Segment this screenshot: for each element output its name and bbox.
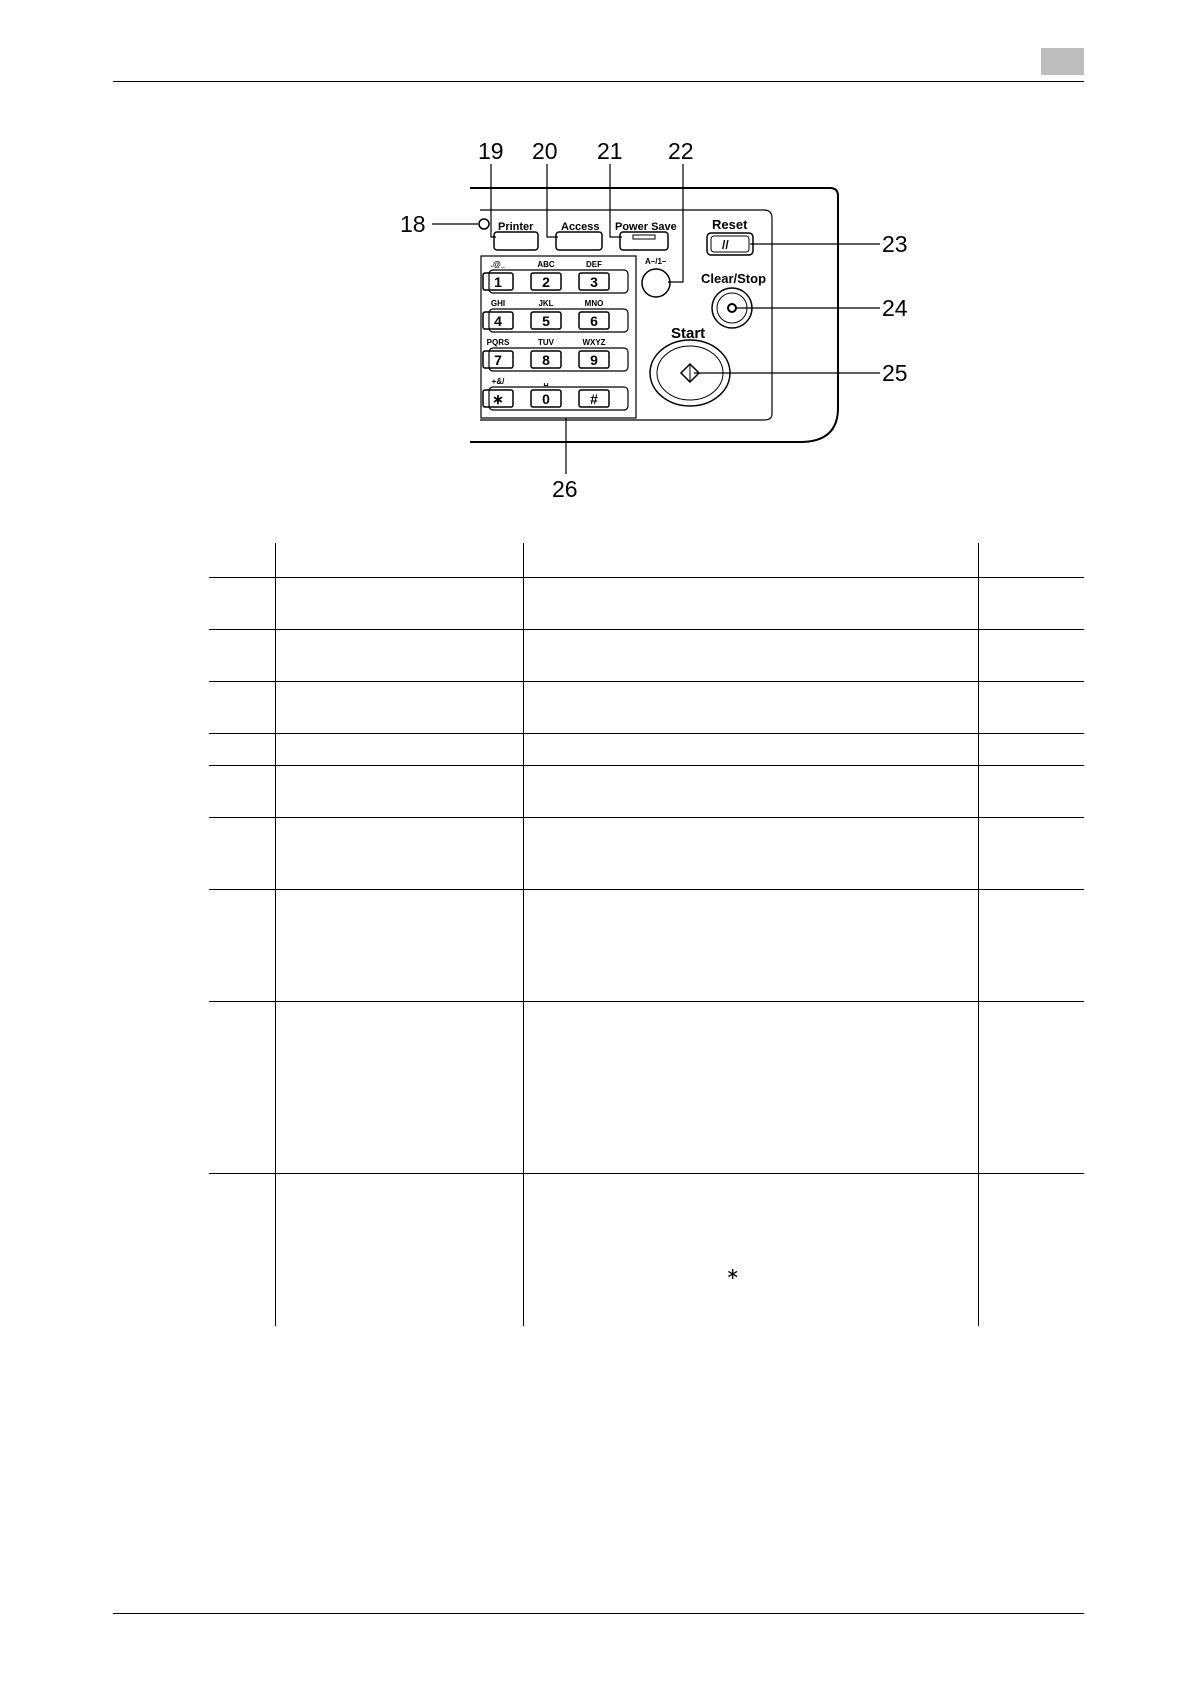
- table-cell: [978, 818, 1084, 890]
- table-row: [209, 578, 1084, 630]
- asterisk-key-symbol: ∗: [726, 1266, 740, 1283]
- keypad-key-label: 6: [590, 313, 598, 329]
- table-row: [209, 682, 1084, 734]
- table-row: [209, 734, 1084, 766]
- keypad-key-letters: MNO: [584, 299, 604, 308]
- keypad-key-letters: .@_: [490, 260, 506, 269]
- keypad-key-letters: ␣: [543, 377, 549, 386]
- keypad-key-label: 4: [494, 313, 502, 329]
- access-label: Access: [561, 221, 600, 233]
- table-cell: [523, 1002, 978, 1174]
- callout-18: 18: [400, 211, 426, 237]
- keypad-key-letters: GHI: [490, 299, 506, 308]
- keypad-key-letters: JKL: [538, 299, 554, 308]
- clear-stop-label: Clear/Stop: [701, 271, 767, 286]
- power-save-label: Power Save: [615, 221, 677, 233]
- table-row: [209, 766, 1084, 818]
- table-row: [209, 890, 1084, 1002]
- table-cell: [209, 818, 275, 890]
- keypad-key-label: 9: [590, 352, 598, 368]
- keypad-key-letters: DEF: [586, 260, 602, 269]
- table-cell: [275, 818, 523, 890]
- keypad-key-label: 3: [590, 274, 598, 290]
- table-cell: [978, 682, 1084, 734]
- stop-icon: [728, 304, 736, 312]
- reset-icon: //: [722, 238, 729, 252]
- printer-label: Printer: [498, 221, 534, 233]
- footer-rule: [113, 1613, 1084, 1614]
- table-header-row: [209, 543, 1084, 578]
- table-row: [209, 1002, 1084, 1174]
- start-label: Start: [671, 325, 706, 342]
- control-panel-illustration: [400, 130, 920, 500]
- table-cell: [978, 890, 1084, 1002]
- keypad-key-label: 1: [494, 274, 502, 290]
- table-cell: [209, 1002, 275, 1174]
- printer-button: [494, 232, 538, 250]
- keypad-key-letters: WXYZ: [582, 338, 606, 347]
- indicator-lamp-icon: [479, 219, 489, 229]
- table-cell: [978, 630, 1084, 682]
- callout-21: 21: [597, 138, 623, 164]
- keypad-key-label: 7: [494, 352, 502, 368]
- keypad-key-label: 5: [542, 313, 550, 329]
- table-cell: [275, 682, 523, 734]
- table-cell: [523, 734, 978, 766]
- table-cell: [209, 1174, 275, 1326]
- keypad-key-label: 2: [542, 274, 550, 290]
- table-cell: [523, 766, 978, 818]
- keypad-frame: [481, 256, 636, 418]
- table-cell: [275, 630, 523, 682]
- keypad-key-label: ∗: [492, 391, 504, 407]
- keypad-key-letters: +&/: [491, 377, 505, 386]
- callout-24: 24: [882, 295, 908, 321]
- table-cell: [275, 734, 523, 766]
- keypad-key-label: #: [590, 391, 598, 407]
- input-mode-label: A–/1–: [645, 257, 667, 266]
- table-cell: [209, 890, 275, 1002]
- keypad-key-label: 8: [542, 352, 550, 368]
- table-cell: [209, 630, 275, 682]
- table-row: [209, 1174, 1084, 1326]
- table-cell: [275, 766, 523, 818]
- table-cell: [209, 734, 275, 766]
- keypad-key-letters: TUV: [538, 338, 554, 347]
- callout-25: 25: [882, 360, 908, 386]
- table-cell: [209, 578, 275, 630]
- table-cell: [275, 890, 523, 1002]
- keypad-key-letters: PQRS: [486, 338, 510, 347]
- table-cell: [978, 1174, 1084, 1326]
- numeric-keypad: [483, 260, 628, 410]
- access-button: [556, 232, 602, 250]
- callout-20: 20: [532, 138, 558, 164]
- description-table: [209, 543, 1084, 1326]
- table-cell: [275, 1174, 523, 1326]
- table-cell: [523, 578, 978, 630]
- table-cell: [209, 766, 275, 818]
- table-cell: [275, 1002, 523, 1174]
- keypad-key-letters: ABC: [537, 260, 555, 269]
- table-cell: [523, 630, 978, 682]
- chapter-tab: [1041, 48, 1084, 75]
- table-cell: [978, 1002, 1084, 1174]
- table-cell: [978, 766, 1084, 818]
- table-cell: [523, 890, 978, 1002]
- callout-26: 26: [552, 476, 578, 500]
- callout-19: 19: [478, 138, 504, 164]
- table-cell: [523, 1174, 978, 1326]
- header-rule: [113, 81, 1084, 82]
- keypad-key-label: 0: [542, 391, 550, 407]
- table-cell: [209, 682, 275, 734]
- table-cell: [978, 734, 1084, 766]
- table-cell: [275, 578, 523, 630]
- table-row: [209, 818, 1084, 890]
- callout-23: 23: [882, 231, 908, 257]
- input-mode-button: [642, 269, 670, 297]
- table-cell: [523, 818, 978, 890]
- reset-label: Reset: [712, 217, 748, 232]
- callout-22: 22: [668, 138, 694, 164]
- table-cell: [523, 682, 978, 734]
- table-row: [209, 630, 1084, 682]
- table-cell: [978, 578, 1084, 630]
